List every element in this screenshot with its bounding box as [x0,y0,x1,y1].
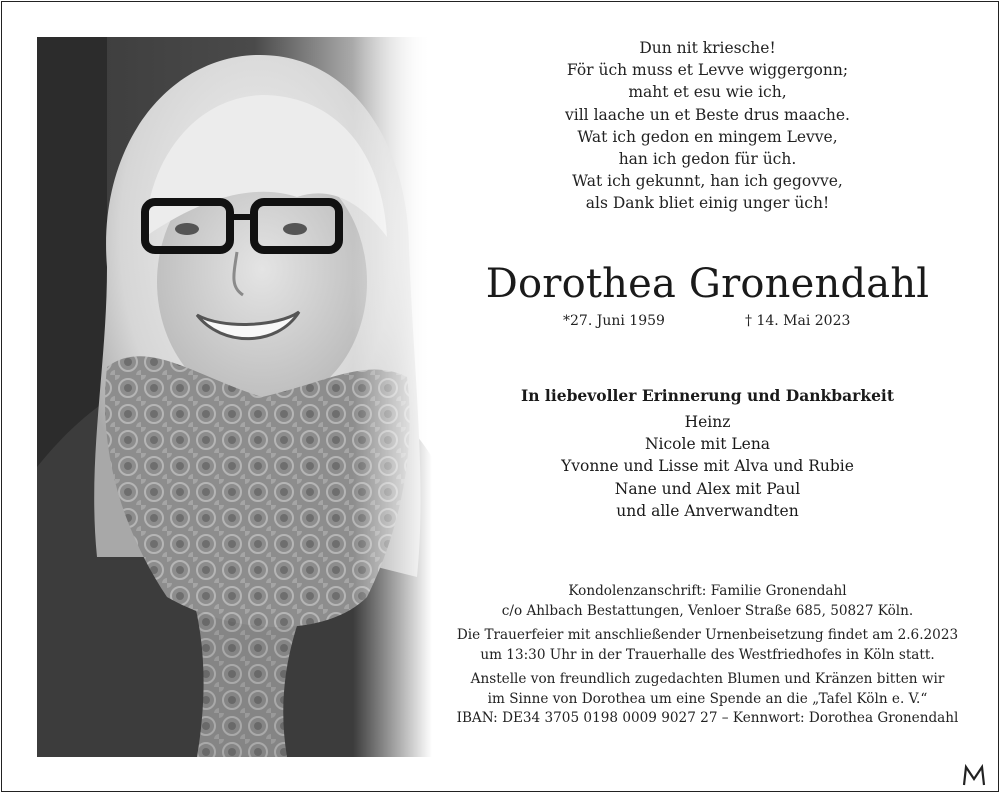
deceased-name: Dorothea Gronendahl [485,260,930,307]
poem-line: als Dank bliet einig unger üch! [585,194,830,213]
condolence-line: c/o Ahlbach Bestattungen, Venloer Straße 685, 50827 Köln. [501,602,914,619]
birth-date: *27. Juni 1959 [563,312,665,329]
family-member: Nicole mit Lena [644,434,771,453]
life-dates [450,313,965,335]
condolence-line: Kondolenzanschrift: Familie Gronendahl [568,583,847,600]
donation-line: Anstelle von freundlich zugedachten Blumen und Kränzen bitten wir [470,671,945,688]
death-date: † 14. Mai 2023 [745,312,851,329]
poem-line: Wat ich gekunnt, han ich gegovve, [572,172,843,191]
poem-line: Wat ich gedon en mingem Levve, [577,127,838,146]
ceremony-line: Die Trauerfeier mit anschließender Urnenbeisetzung findet am 2.6.2023 [456,627,959,644]
portrait-photo [37,37,432,757]
family-member: Nane und Alex mit Paul [614,479,801,498]
family-member: Yvonne und Lisse mit Alva und Rubie [561,457,854,476]
donation-line: IBAN: DE34 3705 0198 0009 9027 27 – Kennwort: Dorothea Gronendahl [456,710,959,727]
poem-line: maht et esu wie ich, [628,83,787,102]
donation-info [450,670,965,729]
family-member: Heinz [684,412,731,431]
notice-text [450,37,965,734]
poem-line: han ich gedon für üch. [618,150,797,169]
dedication-heading: In liebevoller Erinnerung und Dankbarkeit [521,385,894,405]
ceremony-line: um 13:30 Uhr in der Trauerhalle des Westfriedhofes in Köln statt. [480,646,935,663]
family-list [450,411,965,522]
poem [450,37,965,215]
donation-line: im Sinne von Dorothea um eine Spende an die „Tafel Köln e. V.“ [487,690,928,707]
condolence-address [450,582,965,621]
poem-line: vill laache un et Beste drus maache. [565,105,850,124]
family-member: und alle Anverwandten [616,501,799,520]
ceremony-info [450,626,965,665]
publisher-m-logo-icon [962,764,986,786]
poem-line: För üch muss et Levve wiggergonn; [566,61,849,80]
poem-line: Dun nit kriesche! [639,39,776,57]
info-block [450,582,965,729]
